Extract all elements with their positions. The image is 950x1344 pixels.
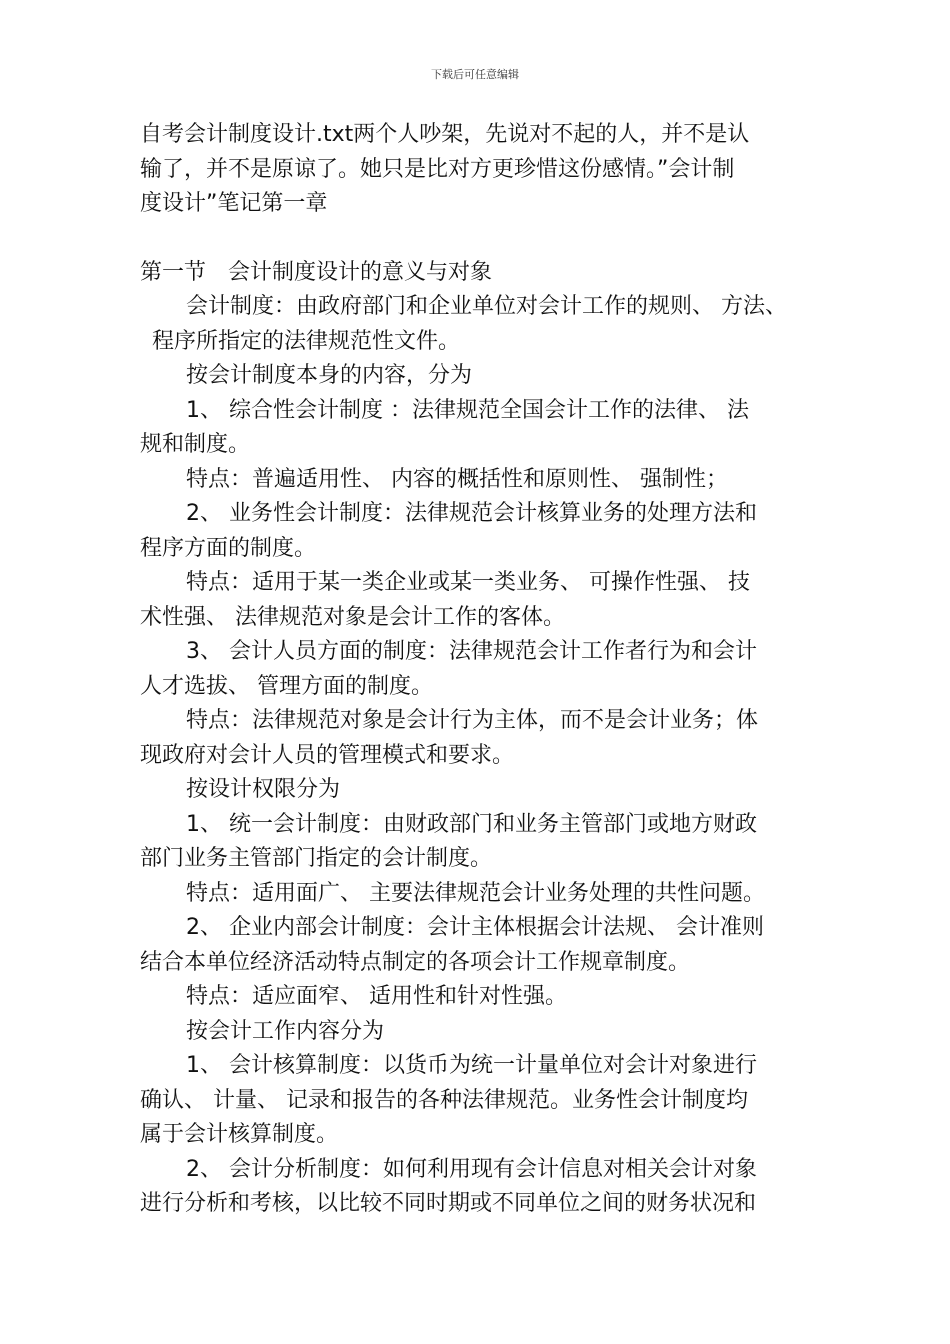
content-item-2-line-1: 2、 业务性会计制度：法律规范会计核算业务的处理方法和 [186,501,757,526]
content-item-3-feature-line-1: 特点：法律规范对象是会计行为主体，而不是会计业务；体 [186,708,759,733]
by-content-heading: 按会计制度本身的内容，分为 [186,363,473,388]
by-work-heading: 按会计工作内容分为 [186,1018,385,1044]
by-authority-heading: 按设计权限分为 [186,777,341,802]
content-item-1-line-2: 规和制度。 [140,432,251,457]
intro-line-1: 自考会计制度设计.txt两个人吵架，先说对不起的人，并不是认 [140,122,750,147]
definition-line-1: 会计制度：由政府部门和企业单位对会计工作的规则、 方法、 [186,294,787,319]
authority-item-2-feature: 特点：适应面窄、 适用性和针对性强。 [186,984,567,1009]
content-item-1-feature: 特点：普遍适用性、 内容的概括性和原则性、 强制性； [186,466,728,492]
authority-item-1-line-2: 部门业务主管部门指定的会计制度。 [140,846,493,871]
document-body [140,118,820,1222]
work-item-2-line-1: 2、 会计分析制度：如何利用现有会计信息对相关会计对象 [186,1156,757,1182]
content-item-3-feature-line-2: 现政府对会计人员的管理模式和要求。 [140,742,515,768]
work-item-1-line-1: 1、 会计核算制度：以货币为统一计量单位对会计对象进行 [186,1053,757,1078]
authority-item-2-line-2: 结合本单位经济活动特点制定的各项会计工作规章制度。 [140,949,691,975]
work-item-2-line-2: 进行分析和考核，以比较不同时期或不同单位之间的财务状况和 [140,1191,757,1216]
section-title: 第一节 会计制度设计的意义与对象 [140,259,493,285]
content-item-2-feature-line-1: 特点：适用于某一类企业或某一类业务、 可操作性强、 技 [186,570,750,595]
authority-item-1-feature: 特点：适用面广、 主要法律规范会计业务处理的共性问题。 [186,880,765,906]
page-header: 下载后可任意编辑 [431,68,519,81]
content-item-3-line-2: 人才选拔、 管理方面的制度。 [140,673,433,699]
authority-item-1-line-1: 1、 统一会计制度：由财政部门和业务主管部门或地方财政 [186,811,757,837]
definition-line-2: 程序所指定的法律规范性文件。 [152,328,461,354]
content-item-2-feature-line-2: 术性强、 法律规范对象是会计工作的客体。 [140,604,565,630]
work-item-1-line-2: 确认、 计量、 记录和报告的各种法律规范。业务性会计制度均 [140,1087,748,1113]
paragraph-gap [140,222,820,256]
authority-item-2-line-1: 2、 企业内部会计制度：会计主体根据会计法规、 会计准则 [186,915,764,940]
intro-line-2: 输了，并不是原谅了。她只是比对方更珍惜这份感情。”会计制 [140,156,735,182]
content-item-1-line-1: 1、 综合性会计制度 ：法律规范全国会计工作的法律、 法 [186,397,749,423]
content-item-3-line-1: 3、 会计人员方面的制度：法律规范会计工作者行为和会计 [186,639,757,664]
intro-line-3: 度设计”笔记第一章 [140,191,328,216]
work-item-1-line-3: 属于会计核算制度。 [140,1122,339,1147]
content-item-2-line-2: 程序方面的制度。 [140,535,317,561]
